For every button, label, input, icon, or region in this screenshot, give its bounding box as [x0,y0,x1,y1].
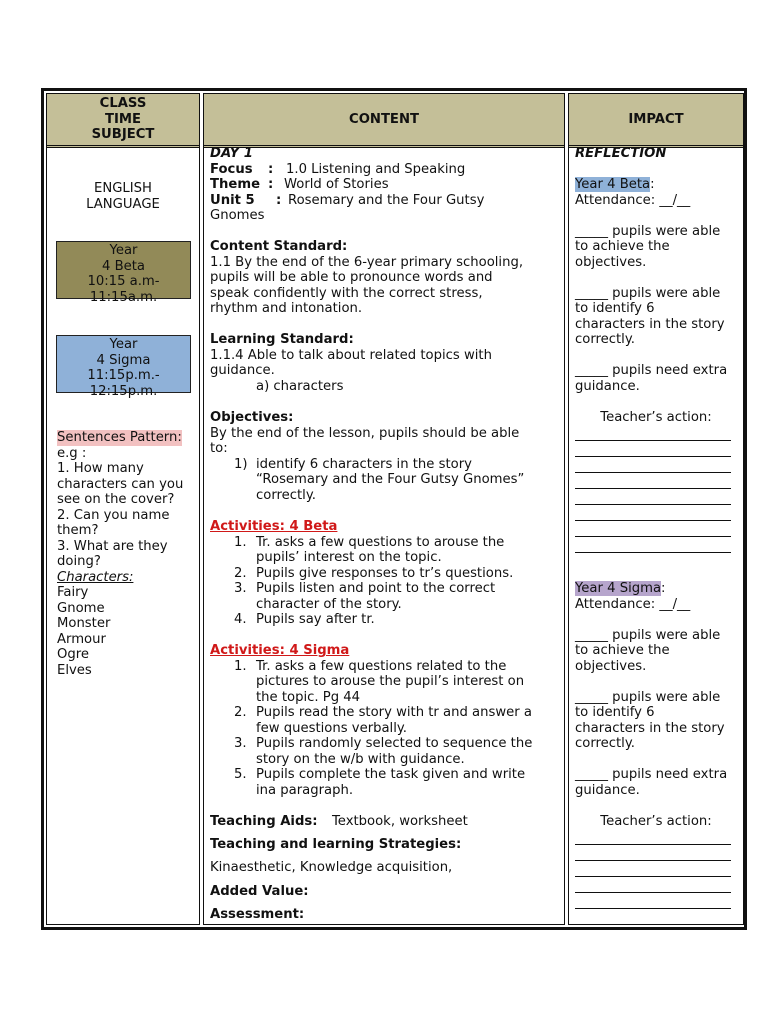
sigma-item-number: 2. [234,705,247,720]
strategies-value: Kinaesthetic, Knowledge acquisition, [210,860,453,875]
sigma-reflection-c: _____ pupils need extra [575,767,728,782]
beta-reflection-c: guidance. [575,379,640,394]
class-sigma-box [56,335,191,399]
class-sigma-name: 4 Sigma [96,352,151,368]
beta-action-line[interactable] [575,520,731,521]
objectives-intro: By the end of the lesson, pupils should be able [210,426,520,441]
objectives-intro: to: [210,441,228,456]
lesson-plan-table [41,88,747,930]
sigma-reflection-b: correctly. [575,736,635,751]
sigma-item-number: 1. [234,659,247,674]
unit-colon: : [276,193,282,208]
character-item: Armour [57,632,106,647]
focus-value: 1.0 Listening and Speaking [286,162,466,177]
objective-line: correctly. [256,488,316,503]
sigma-item-line: ina paragraph. [256,783,354,798]
class-beta-year: Year [109,243,138,258]
sigma-item-line: pictures to arouse the pupil’s interest on [256,674,525,689]
beta-action-line[interactable] [575,488,731,489]
pattern-line: characters can you [57,477,184,492]
subject-line-2: LANGUAGE [86,197,160,212]
sigma-action-line[interactable] [575,892,731,893]
sentence-pattern-label: Sentences Pattern: [57,430,182,445]
content-standard-line: pupils will be able to pronounce words and [210,270,493,285]
beta-reflection-b: characters in the story [575,317,725,332]
sigma-action-line[interactable] [575,908,731,909]
beta-reflection-b: _____ pupils were able [575,286,721,301]
column-header-impact: IMPACT [569,94,743,148]
class-beta-start: 10:15 a.m- [87,274,160,290]
beta-class-colon: : [650,177,655,192]
objectives-label: Objectives: [210,410,294,425]
learning-standard-line: guidance. [210,363,275,378]
beta-class-highlight: Year 4 Beta [575,177,651,192]
beta-reflection-b: to identify 6 [575,301,655,316]
beta-item-number: 3. [234,581,247,596]
beta-action-line[interactable] [575,440,731,441]
pattern-line: see on the cover? [57,492,175,507]
strategies-label: Teaching and learning Strategies: [210,837,462,852]
beta-action-line[interactable] [575,456,731,457]
beta-action-line[interactable] [575,536,731,537]
beta-item-number: 1. [234,535,247,550]
header-time: TIME [104,111,142,127]
sigma-item-line: Pupils read the story with tr and answer a [256,705,532,720]
added-value-label: Added Value: [210,884,309,899]
activities-sigma-label: Activities: 4 Sigma [210,643,350,658]
header-subject: SUBJECT [91,127,155,143]
beta-action-line[interactable] [575,472,731,473]
unit-label: Unit 5 [210,193,255,208]
objective-number: 1) [234,457,248,472]
pattern-line: doing? [57,554,101,569]
class-sigma-start: 11:15p.m.- [87,368,160,384]
column-header-class [47,94,199,148]
beta-item-line: pupils’ interest on the topic. [256,550,442,565]
unit-value-cont: Gnomes [210,208,265,223]
theme-value: World of Stories [284,177,389,192]
content-standard-line: 1.1 By the end of the 6-year primary schooling, [210,255,524,270]
beta-action-line[interactable] [575,504,731,505]
beta-class-row [575,177,655,193]
header-class: CLASS [99,96,147,112]
character-item: Gnome [57,601,105,616]
sigma-reflection-c: guidance. [575,783,640,798]
learning-standard-label: Learning Standard: [210,332,354,347]
sigma-reflection-b: characters in the story [575,721,725,736]
sigma-class-colon: : [661,581,666,596]
sigma-item-line: Pupils complete the task given and write [256,767,526,782]
beta-item-number: 2. [234,566,247,581]
focus-label: Focus [210,162,253,177]
sigma-reflection-b: to identify 6 [575,705,655,720]
assessment-label: Assessment: [210,907,305,922]
sigma-attendance: Attendance: __/__ [575,597,691,612]
character-item: Ogre [57,647,89,662]
sigma-item-number: 3. [234,736,247,751]
learning-standard-line: 1.1.4 Able to talk about related topics with [210,348,492,363]
sigma-reflection-a: to achieve the [575,643,670,658]
theme-label: Theme [210,177,261,192]
impact-column [568,93,744,925]
beta-reflection-a: objectives. [575,255,647,270]
sigma-reflection-b: _____ pupils were able [575,690,721,705]
sigma-item-line: story on the w/b with guidance. [256,752,465,767]
theme-colon: : [268,177,274,192]
sigma-reflection-a: _____ pupils were able [575,628,721,643]
column-header-content: CONTENT [204,94,564,148]
pattern-line: e.g : [57,446,87,461]
beta-reflection-a: to achieve the [575,239,670,254]
characters-label: Characters: [57,570,134,585]
character-item: Elves [57,663,92,678]
focus-colon: : [268,162,274,177]
sigma-action-line[interactable] [575,844,731,845]
sigma-teacher-action: Teacher’s action: [600,814,712,829]
reflection-label: REFLECTION [575,146,667,161]
sigma-action-line[interactable] [575,860,731,861]
class-beta-end: 11:15a.m. [89,289,158,305]
beta-item-line: Pupils listen and point to the correct [256,581,496,596]
subject-line-1: ENGLISH [94,181,152,196]
beta-action-line[interactable] [575,552,731,553]
content-column [203,93,565,925]
content-standard-line: speak confidently with the correct stress, [210,286,483,301]
class-beta-name: 4 Beta [102,258,145,274]
sigma-class-row [575,581,665,597]
class-sigma-end: 12:15p.m. [89,383,158,399]
learning-standard-sub: a) characters [256,379,344,394]
class-beta-box [56,241,191,305]
pattern-line: 2. Can you name [57,508,170,523]
sigma-reflection-a: objectives. [575,659,647,674]
pattern-line: 1. How many [57,461,144,476]
sigma-item-line: the topic. Pg 44 [256,690,361,705]
sigma-action-line[interactable] [575,924,731,925]
beta-item-line: Pupils say after tr. [256,612,375,627]
beta-item-line: Tr. asks a few questions to arouse the [256,535,505,550]
beta-attendance: Attendance: __/__ [575,193,691,208]
beta-item-number: 4. [234,612,247,627]
day-label: DAY 1 [210,146,253,161]
sigma-item-line: Pupils randomly selected to sequence the [256,736,533,751]
pattern-line: them? [57,523,99,538]
sigma-item-line: Tr. asks a few questions related to the [256,659,507,674]
sigma-item-line: few questions verbally. [256,721,408,736]
beta-item-line: Pupils give responses to tr’s questions. [256,566,514,581]
activities-beta-label: Activities: 4 Beta [210,519,338,534]
unit-value: Rosemary and the Four Gutsy [288,193,485,208]
teaching-aids-label: Teaching Aids: [210,814,318,829]
content-standard-label: Content Standard: [210,239,348,254]
sigma-item-number: 5. [234,767,247,782]
character-item: Monster [57,616,111,631]
pattern-line: 3. What are they [57,539,168,554]
sigma-action-line[interactable] [575,876,731,877]
content-standard-line: rhythm and intonation. [210,301,363,316]
class-time-subject-column [46,93,200,925]
teaching-aids-value: Textbook, worksheet [332,814,468,829]
sigma-class-highlight: Year 4 Sigma [575,581,662,596]
beta-teacher-action: Teacher’s action: [600,410,712,425]
objective-line: “Rosemary and the Four Gutsy Gnomes” [256,472,525,487]
character-item: Fairy [57,585,89,600]
class-sigma-year: Year [109,337,138,352]
objective-line: identify 6 characters in the story [256,457,472,472]
beta-item-line: character of the story. [256,597,402,612]
beta-reflection-b: correctly. [575,332,635,347]
beta-reflection-a: _____ pupils were able [575,224,721,239]
beta-reflection-c: _____ pupils need extra [575,363,728,378]
